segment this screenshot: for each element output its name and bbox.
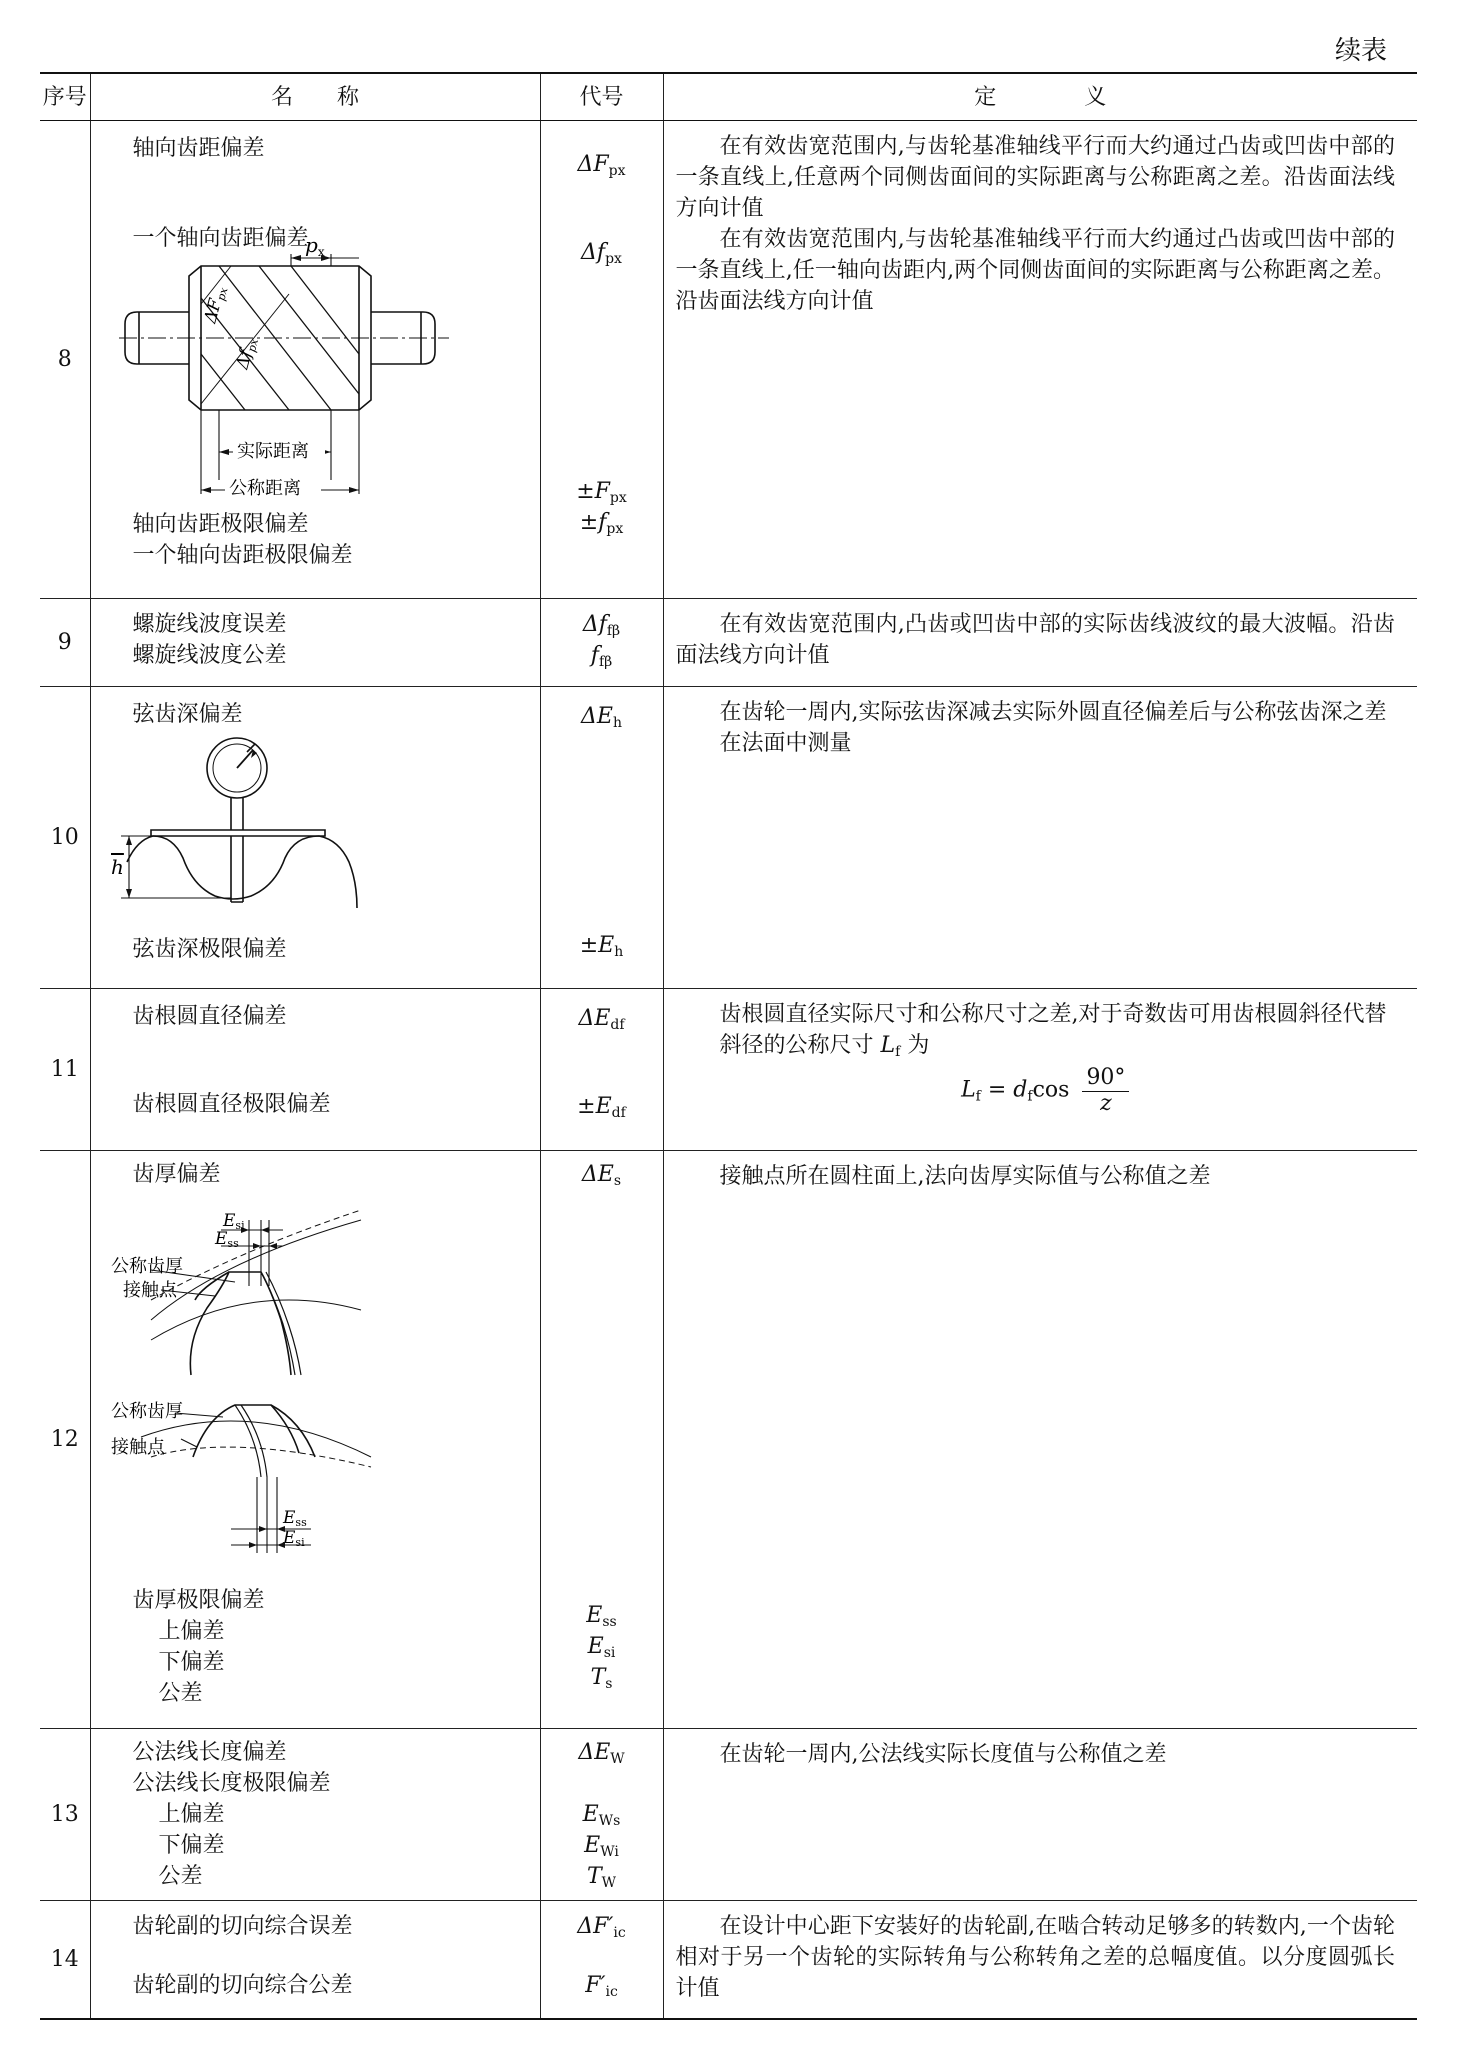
table-row [40, 1901, 1417, 2019]
table-row [40, 121, 1417, 599]
row-name-cell [90, 599, 540, 687]
row-name: 螺旋线波度公差 [132, 643, 287, 668]
row-name-cell [90, 687, 540, 989]
row-name: 齿厚极限偏差 [132, 1588, 265, 1613]
code-symbol: $E_{Ws}$ [582, 1802, 621, 1829]
row-definition-cell [663, 599, 1417, 687]
label-contact-point: 接触点 [122, 1280, 177, 1301]
table-row [40, 1729, 1417, 1901]
row-name: 齿根圆直径极限偏差 [132, 1092, 331, 1117]
row-code-cell [540, 1729, 663, 1901]
continued-label: 续表 [1334, 36, 1387, 66]
definition-text: 在法面中测量 [719, 731, 852, 756]
row-seq: 8 [40, 121, 90, 599]
row-name: 齿根圆直径偏差 [132, 1004, 287, 1029]
row-definition-cell [663, 1901, 1417, 2019]
definition-text: 在有效齿宽范围内,与齿轮基准轴线平行而大约通过凸齿或凹齿中部的一条直线上,任意两个同侧齿面间的实际距离与公称距离之差。沿齿面法线方向计值 [675, 134, 1395, 221]
row-name-cell [90, 1151, 540, 1729]
row-definition-cell [663, 1729, 1417, 1901]
row-code-cell [540, 121, 663, 599]
table-row [40, 687, 1417, 989]
label-h: h [110, 855, 124, 879]
code-symbol: $\Delta f_{f\beta}$ [582, 612, 621, 639]
code-symbol: $\Delta E_s$ [581, 1162, 622, 1189]
label-nominal-thickness: 公称齿厚 [110, 1256, 183, 1277]
definition-text: 在设计中心距下安装好的齿轮副,在啮合转动足够多的转数内,一个齿轮相对于另一个齿轮的实际转角与公称转角之差的总幅度值。以分度圆弧长计值 [675, 1914, 1395, 2001]
row-name: 下偏差 [158, 1833, 225, 1858]
row-code-cell [540, 989, 663, 1151]
row-code-cell [540, 1901, 663, 2019]
table-row [40, 989, 1417, 1151]
code-symbol: $E_{ss}$ [586, 1603, 617, 1630]
row-definition-cell [663, 121, 1417, 599]
chordal-depth-diagram [107, 732, 377, 928]
row-name-cell [90, 989, 540, 1151]
row-name: 上偏差 [158, 1802, 225, 1827]
row-name: 一个轴向齿距偏差 [132, 226, 309, 251]
code-symbol: $\pm E_{df}$ [577, 1094, 626, 1121]
header-code: 代号 [540, 73, 663, 121]
code-symbol: $f_{f\beta}$ [590, 643, 613, 670]
table-row [40, 1151, 1417, 1729]
row-name-cell [90, 121, 540, 599]
definition-text: 齿根圆直径实际尺寸和公称尺寸之差,对于奇数齿可用齿根圆斜径代替 [719, 1002, 1387, 1027]
row-name: 弦齿深偏差 [132, 702, 243, 727]
label-nominal-thickness-bottom: 公称齿厚 [110, 1401, 183, 1422]
row-code-cell [540, 1151, 663, 1729]
label-Esi-bottom: Esi [282, 1528, 305, 1549]
row-code-cell [540, 599, 663, 687]
code-symbol: $F'_{ic}$ [585, 1973, 618, 2000]
code-symbol: $\Delta F'_{ic}$ [577, 1914, 626, 1941]
code-symbol: $\Delta E_h$ [581, 704, 622, 731]
header-name: 名 称 [90, 73, 540, 121]
table-header-row [40, 73, 1417, 121]
label-delta-F-px: ΔFpx [200, 286, 230, 326]
code-symbol: $\pm f_{px}$ [579, 510, 624, 537]
definition-text: 斜径的公称尺寸 $L_f$ 为 [719, 1033, 930, 1060]
row-definition-cell [663, 687, 1417, 989]
row-name: 螺旋线波度误差 [132, 612, 287, 637]
code-symbol: $\Delta f_{px}$ [581, 240, 622, 267]
row-seq: 14 [40, 1901, 90, 2019]
row-seq: 9 [40, 599, 90, 687]
row-name: 公法线长度偏差 [132, 1740, 287, 1765]
row-seq: 10 [40, 687, 90, 989]
row-name: 公差 [158, 1864, 203, 1889]
label-nominal-distance: 公称距离 [228, 478, 301, 499]
definition-text: 接触点所在圆柱面上,法向齿厚实际值与公称值之差 [719, 1164, 1211, 1189]
row-name: 公法线长度极限偏差 [132, 1771, 331, 1796]
row-definition-cell [663, 989, 1417, 1151]
code-symbol: $T_W$ [586, 1864, 617, 1891]
definition-text: 在有效齿宽范围内,与齿轮基准轴线平行而大约通过凸齿或凹齿中部的一条直线上,任一轴向齿距内,两个同侧齿面间的实际距离与公称距离之差。沿齿面法线方向计值 [675, 227, 1395, 314]
header-definition: 定 义 [663, 73, 1417, 121]
row-definition-cell [663, 1151, 1417, 1729]
tooth-thickness-diagram-bottom [111, 1377, 381, 1577]
row-name: 齿厚偏差 [132, 1162, 221, 1187]
label-px: $p_x$ [304, 233, 325, 259]
row-seq: 11 [40, 989, 90, 1151]
code-symbol: $\pm F_{px}$ [576, 479, 627, 506]
label-Ess: Ess [214, 1229, 239, 1250]
tooth-thickness-diagram-top [111, 1190, 371, 1375]
row-name: 公差 [158, 1681, 203, 1706]
code-symbol: $\Delta E_W$ [578, 1740, 625, 1767]
label-delta-f-px: Δfpx [232, 337, 261, 372]
row-name: 上偏差 [158, 1619, 225, 1644]
row-name: 齿轮副的切向综合误差 [132, 1914, 353, 1939]
code-symbol: $\pm E_h$ [579, 933, 624, 960]
row-code-cell [540, 687, 663, 989]
definition-text: 在齿轮一周内,公法线实际长度值与公称值之差 [719, 1742, 1167, 1767]
definition-text: 在有效齿宽范围内,凸齿或凹齿中部的实际齿线波纹的最大波幅。沿齿面法线方向计值 [675, 612, 1395, 668]
label-actual-distance: 实际距离 [236, 441, 309, 462]
definition-text: 在齿轮一周内,实际弦齿深减去实际外圆直径偏差后与公称弦齿深之差 [719, 700, 1387, 725]
row-seq: 13 [40, 1729, 90, 1901]
row-name: 齿轮副的切向综合公差 [132, 1973, 353, 1998]
label-Ess-bottom: Ess [282, 1508, 307, 1529]
row-name-cell [90, 1901, 540, 2019]
row-name: 轴向齿距极限偏差 [132, 512, 309, 537]
row-name: 一个轴向齿距极限偏差 [132, 543, 353, 568]
code-symbol: $E_{Wi}$ [584, 1833, 619, 1860]
code-symbol: $\Delta E_{df}$ [578, 1006, 625, 1033]
row-name: 弦齿深极限偏差 [132, 937, 287, 962]
table-row [40, 599, 1417, 687]
code-symbol: $T_s$ [590, 1665, 613, 1692]
row-name: 轴向齿距偏差 [132, 136, 265, 161]
gear-tolerance-table [40, 72, 1417, 2020]
label-contact-point-bottom: 接触点 [110, 1437, 165, 1458]
code-symbol: $\Delta F_{px}$ [577, 152, 626, 179]
row-name-cell [90, 1729, 540, 1901]
label-Esi: Esi [222, 1211, 245, 1232]
header-seq: 序号 [40, 73, 90, 121]
formula: $L_f = d_f\cos$ $\frac{90^\circ}{z}$ [676, 1065, 1396, 1116]
row-seq: 12 [40, 1151, 90, 1729]
code-symbol: $E_{si}$ [587, 1634, 616, 1661]
row-name: 下偏差 [158, 1650, 225, 1675]
